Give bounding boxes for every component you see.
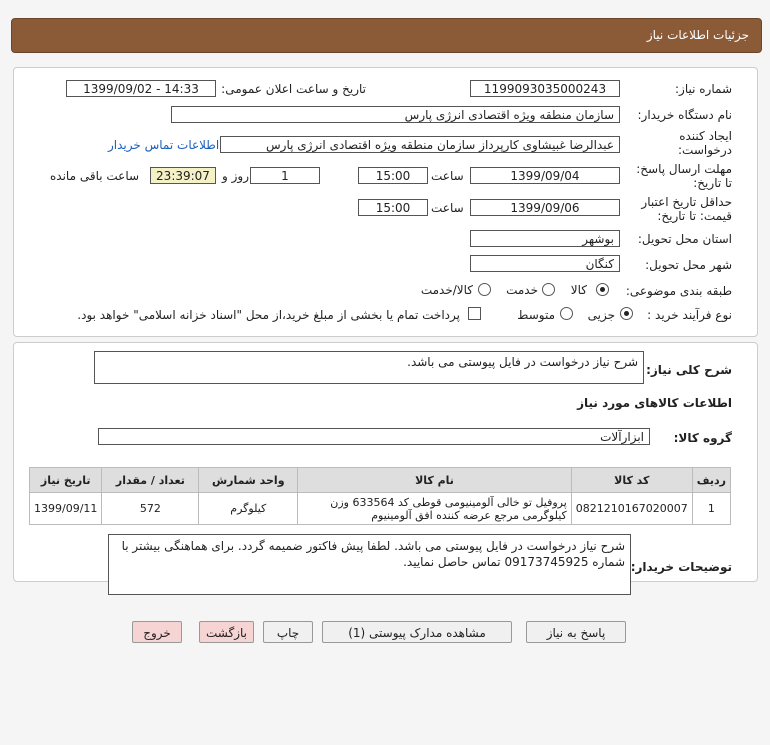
col-row: ردیف xyxy=(692,468,730,493)
need-number-field: 1199093035000243 xyxy=(470,80,620,97)
validity-time-field: 15:00 xyxy=(358,199,428,216)
page-title: جزئیات اطلاعات نیاز xyxy=(646,28,749,42)
print-button[interactable]: چاپ xyxy=(263,621,313,643)
process-medium-radio[interactable] xyxy=(560,307,573,320)
buyer-notes-label: توضیحات خریدار: xyxy=(630,560,732,574)
remaining-timer: 23:39:07 xyxy=(150,167,216,184)
announce-label: تاریخ و ساعت اعلان عمومی: xyxy=(221,82,366,96)
category-goods-radio[interactable] xyxy=(596,283,609,296)
category-goods-label: کالا xyxy=(570,283,587,297)
col-name: نام کالا xyxy=(298,468,572,493)
days-field: 1 xyxy=(250,167,320,184)
remaining-label: ساعت باقی مانده xyxy=(50,169,140,183)
col-qty: تعداد / مقدار xyxy=(102,468,199,493)
col-code: کد کالا xyxy=(571,468,692,493)
category-goods-service-label: کالا/خدمت xyxy=(420,283,473,297)
process-minor-radio[interactable] xyxy=(620,307,633,320)
process-label: نوع فرآیند خرید : xyxy=(647,308,732,322)
city-label: شهر محل تحویل: xyxy=(645,258,732,272)
view-docs-button[interactable]: مشاهده مدارک پیوستی (1) xyxy=(322,621,512,643)
goods-group-label: گروه کالا: xyxy=(673,431,732,445)
cell-name: پروفیل تو خالی آلومینیومی قوطی کد 633564 وزن کیلوگرمی مرجع عرضه کننده افق آلومینیوم xyxy=(298,493,572,525)
cell-code: 0821210167020007 xyxy=(571,493,692,525)
cell-date: 1399/09/11 xyxy=(30,493,102,525)
creator-field: عبدالرضا غبیشاوی کارپرداز سازمان منطقه ویژه اقتصادی انرژی پارس xyxy=(220,136,620,153)
cell-qty: 572 xyxy=(102,493,199,525)
treasury-payment-label: پرداخت تمام یا بخشی از مبلغ خرید،از محل "اسناد خزانه اسلامی" خواهد بود. xyxy=(77,308,460,322)
goods-table xyxy=(29,467,731,525)
buyer-org-field: سازمان منطقه ویژه اقتصادی انرژی پارس xyxy=(171,106,620,123)
category-label: طبقه بندی موضوعی: xyxy=(625,284,732,298)
treasury-payment-checkbox[interactable] xyxy=(468,307,481,320)
days-label: روز و xyxy=(222,169,249,183)
process-medium-label: متوسط xyxy=(517,308,555,322)
category-goods-service-radio[interactable] xyxy=(478,283,491,296)
validity-date-field: 1399/09/06 xyxy=(470,199,620,216)
city-field: کنگان xyxy=(470,255,620,272)
col-date: تاریخ نیاز xyxy=(30,468,102,493)
creator-label: ایجاد کننده درخواست: xyxy=(678,129,732,157)
goods-table-header xyxy=(30,468,731,493)
page-header xyxy=(11,18,762,53)
col-unit: واحد شمارش xyxy=(199,468,298,493)
category-service-radio[interactable] xyxy=(542,283,555,296)
goods-section-title: اطلاعات کالاهای مورد نیاز xyxy=(577,396,732,410)
category-service-label: خدمت xyxy=(506,283,538,297)
process-minor-label: جزیی xyxy=(587,308,615,322)
need-number-label: شماره نیاز: xyxy=(675,82,732,96)
back-button[interactable]: بازگشت xyxy=(199,621,254,643)
announce-field: 1399/09/02 - 14:33 xyxy=(66,80,216,97)
exit-button[interactable]: خروج xyxy=(132,621,182,643)
reply-time-field: 15:00 xyxy=(358,167,428,184)
reply-button[interactable]: پاسخ به نیاز xyxy=(526,621,626,643)
summary-label: شرح کلی نیاز: xyxy=(646,363,732,377)
validity-label: حداقل تاریخ اعتبار قیمت: تا تاریخ: xyxy=(641,195,732,223)
buyer-org-label: نام دستگاه خریدار: xyxy=(637,108,732,122)
province-field: بوشهر xyxy=(470,230,620,247)
cell-row: 1 xyxy=(692,493,730,525)
validity-time-label: ساعت xyxy=(431,201,464,215)
summary-field: شرح نیاز درخواست در فایل پیوستی می باشد. xyxy=(94,351,644,384)
table-row xyxy=(30,493,731,525)
cell-unit: کیلوگرم xyxy=(199,493,298,525)
province-label: استان محل تحویل: xyxy=(637,232,732,246)
goods-group-field: ابزارآلات xyxy=(98,428,650,445)
reply-time-label: ساعت xyxy=(431,169,464,183)
contact-buyer-link[interactable]: اطلاعات تماس خریدار xyxy=(108,138,220,152)
reply-deadline-label: مهلت ارسال پاسخ: تا تاریخ: xyxy=(636,162,732,190)
buyer-notes-field: شرح نیاز درخواست در فایل پیوستی می باشد. لطفا پیش فاکتور ضمیمه گردد. برای هماهنگی بیشتر با شماره 09173745925 تماس حاصل نمایید. xyxy=(108,534,631,595)
reply-date-field: 1399/09/04 xyxy=(470,167,620,184)
